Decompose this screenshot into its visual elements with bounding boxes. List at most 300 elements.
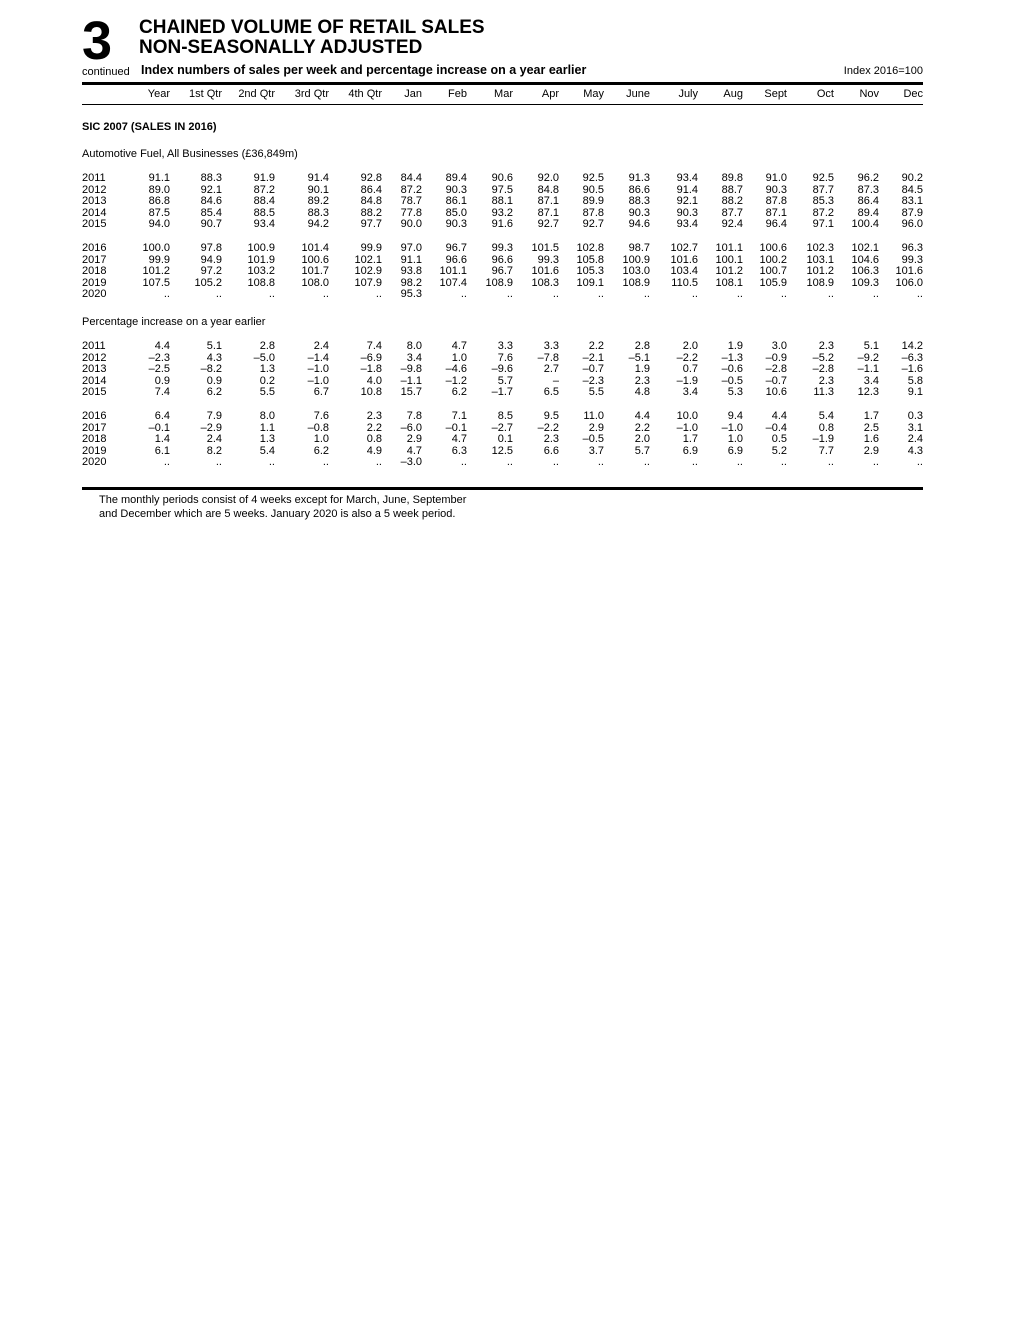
table-row xyxy=(82,289,923,301)
table-cell: 97.7 xyxy=(360,218,382,231)
table-cell: –0.8 xyxy=(307,421,329,434)
column-header: 1st Qtr xyxy=(188,88,222,100)
table-cell: 4.0 xyxy=(366,374,382,387)
table-cell: .. xyxy=(597,288,604,301)
table-cell: 84.8 xyxy=(360,195,382,208)
table-cell: 100.2 xyxy=(759,253,787,266)
table-cell: 107.5 xyxy=(142,276,170,289)
table-cell: 101.9 xyxy=(247,253,275,266)
table-cell: 101.4 xyxy=(301,242,329,254)
table-cell: 108.0 xyxy=(301,276,329,289)
table-cell: 86.4 xyxy=(360,183,382,196)
column-header: Sept xyxy=(764,88,787,100)
table-cell: –2.8 xyxy=(812,363,834,376)
row-year: 2014 xyxy=(82,374,107,387)
table-cell: .. xyxy=(268,456,275,469)
percentage-series-label: Percentage increase on a year earlier xyxy=(82,316,266,328)
table-cell: –1.9 xyxy=(812,433,834,446)
table-cell: 89.8 xyxy=(721,172,743,184)
table-cell: 87.8 xyxy=(582,206,604,219)
table-cell: 106.0 xyxy=(895,276,923,289)
table-cell: 4.7 xyxy=(451,433,467,446)
table-cell: 87.2 xyxy=(400,183,422,196)
bottom-rule xyxy=(82,487,923,490)
table-cell: –2.3 xyxy=(582,374,604,387)
table-cell: 2.8 xyxy=(259,340,275,352)
table-cell: 6.7 xyxy=(313,386,329,399)
table-cell: 5.8 xyxy=(907,374,923,387)
table-cell: 6.5 xyxy=(543,386,559,399)
table-cell: 7.4 xyxy=(366,340,382,352)
table-row xyxy=(82,278,923,290)
table-cell: 2.9 xyxy=(863,444,879,457)
table-cell: 2.2 xyxy=(634,421,650,434)
table-cell: 2.9 xyxy=(588,421,604,434)
table-cell: –1.6 xyxy=(901,363,923,376)
table-cell: 91.4 xyxy=(307,172,329,184)
table-cell: 0.8 xyxy=(366,433,382,446)
table-cell: .. xyxy=(163,288,170,301)
table-cell: 101.6 xyxy=(531,265,559,278)
table-cell: –6.0 xyxy=(400,421,422,434)
row-year: 2019 xyxy=(82,444,107,457)
table-cell: –5.0 xyxy=(253,351,275,364)
table-cell: 5.4 xyxy=(259,444,275,457)
row-year: 2013 xyxy=(82,195,107,208)
table-cell: 1.9 xyxy=(634,363,650,376)
table-cell: 5.3 xyxy=(727,386,743,399)
index-base-note: Index 2016=100 xyxy=(843,65,923,77)
table-cell: 90.3 xyxy=(445,183,467,196)
table-cell: 101.2 xyxy=(142,265,170,278)
table-cell: 108.8 xyxy=(247,276,275,289)
column-header: Jan xyxy=(404,88,422,100)
table-cell: 10.8 xyxy=(360,386,382,399)
table-cell: 102.1 xyxy=(354,253,382,266)
table-cell: 107.4 xyxy=(439,276,467,289)
table-cell: 5.7 xyxy=(634,444,650,457)
table-cell: 0.7 xyxy=(682,363,698,376)
table-cell: 92.7 xyxy=(582,218,604,231)
table-cell: 90.0 xyxy=(400,218,422,231)
table-row xyxy=(82,219,923,231)
column-header: Dec xyxy=(903,88,923,100)
table-cell: 11.3 xyxy=(813,386,834,399)
table-cell: 87.2 xyxy=(253,183,275,196)
column-header: Aug xyxy=(723,88,743,100)
column-header: July xyxy=(678,88,698,100)
table-cell: 1.1 xyxy=(259,421,275,434)
table-cell: –9.8 xyxy=(400,363,422,376)
table-cell: 88.5 xyxy=(253,206,275,219)
table-cell: 4.4 xyxy=(771,410,787,422)
table-cell: 101.7 xyxy=(301,265,329,278)
table-cell: 6.6 xyxy=(543,444,559,457)
table-cell: .. xyxy=(643,456,650,469)
table-cell: .. xyxy=(215,456,222,469)
table-cell: 87.7 xyxy=(812,183,834,196)
table-cell: 99.3 xyxy=(901,253,923,266)
table-cell: 84.6 xyxy=(200,195,222,208)
table-cell: 2.8 xyxy=(634,340,650,352)
table-cell: 104.6 xyxy=(851,253,879,266)
row-year: 2017 xyxy=(82,421,107,434)
table-cell: 11.0 xyxy=(583,410,604,422)
table-cell: 102.8 xyxy=(576,242,604,254)
table-cell: 93.2 xyxy=(491,206,513,219)
table-cell: 0.2 xyxy=(259,374,275,387)
table-cell: 1.9 xyxy=(727,340,743,352)
table-cell: 101.1 xyxy=(715,242,743,254)
table-cell: 88.3 xyxy=(628,195,650,208)
table-cell: 105.3 xyxy=(576,265,604,278)
table-cell: 6.4 xyxy=(154,410,170,422)
table-cell: –3.0 xyxy=(400,456,422,469)
table-cell: 96.4 xyxy=(765,218,787,231)
table-cell: 2.4 xyxy=(206,433,222,446)
table-cell: 105.9 xyxy=(759,276,787,289)
table-cell: 103.1 xyxy=(806,253,834,266)
section-heading: SIC 2007 (SALES IN 2016) xyxy=(82,121,217,133)
row-year: 2020 xyxy=(82,288,107,301)
table-cell: .. xyxy=(916,456,923,469)
table-cell: 99.3 xyxy=(491,242,513,254)
table-cell: –5.1 xyxy=(628,351,650,364)
footnote-line-2: and December which are 5 weeks. January 2020 is also a 5 week period. xyxy=(99,508,456,520)
table-cell: 106.3 xyxy=(851,265,879,278)
column-header-blank xyxy=(82,88,126,101)
table-cell: .. xyxy=(827,288,834,301)
table-cell: 101.6 xyxy=(670,253,698,266)
table-cell: 2.2 xyxy=(588,340,604,352)
table-cell: 90.6 xyxy=(491,172,513,184)
table-cell: .. xyxy=(552,456,559,469)
table-cell: 102.3 xyxy=(806,242,834,254)
table-cell: .. xyxy=(597,456,604,469)
table-cell: 4.4 xyxy=(154,340,170,352)
table-cell: 86.6 xyxy=(628,183,650,196)
table-cell: 2.3 xyxy=(818,374,834,387)
table-cell: 0.3 xyxy=(907,410,923,422)
table-title-line1: CHAINED VOLUME OF RETAIL SALES xyxy=(139,17,485,38)
table-cell: .. xyxy=(506,456,513,469)
table-cell: 4.9 xyxy=(366,444,382,457)
table-cell: 87.1 xyxy=(537,206,559,219)
table-cell: 1.7 xyxy=(682,433,698,446)
column-header: 4th Qtr xyxy=(348,88,382,100)
table-cell: –1.0 xyxy=(721,421,743,434)
table-cell: .. xyxy=(322,456,329,469)
table-row xyxy=(82,457,923,469)
table-cell: 92.7 xyxy=(537,218,559,231)
table-cell: 100.1 xyxy=(715,253,743,266)
table-cell: 5.5 xyxy=(588,386,604,399)
row-year: 2012 xyxy=(82,183,107,196)
table-cell: 105.8 xyxy=(576,253,604,266)
table-cell: 4.8 xyxy=(634,386,650,399)
table-cell: 87.5 xyxy=(148,206,170,219)
table-cell: 97.2 xyxy=(200,265,222,278)
index-table-2016-2020 xyxy=(82,243,923,301)
table-cell: 91.0 xyxy=(765,172,787,184)
table-cell: 109.1 xyxy=(576,276,604,289)
table-cell: 96.6 xyxy=(491,253,513,266)
table-cell: –1.3 xyxy=(721,351,743,364)
table-cell: –1.7 xyxy=(491,386,513,399)
table-cell: 0.1 xyxy=(497,433,513,446)
table-cell: .. xyxy=(163,456,170,469)
table-cell: 7.9 xyxy=(206,410,222,422)
table-cell: –7.8 xyxy=(537,351,559,364)
table-cell: 101.2 xyxy=(806,265,834,278)
continued-label: continued xyxy=(82,66,130,78)
table-cell: 7.8 xyxy=(406,410,422,422)
table-cell: 77.8 xyxy=(400,206,422,219)
table-cell: 101.1 xyxy=(439,265,467,278)
table-cell: –9.2 xyxy=(857,351,879,364)
row-year: 2018 xyxy=(82,433,107,446)
table-cell: 90.3 xyxy=(765,183,787,196)
table-cell: –1.0 xyxy=(676,421,698,434)
table-cell: 94.0 xyxy=(148,218,170,231)
table-cell: 101.2 xyxy=(715,265,743,278)
table-cell: 6.2 xyxy=(451,386,467,399)
table-cell: 5.1 xyxy=(206,340,222,352)
table-cell: .. xyxy=(872,456,879,469)
table-cell: 108.9 xyxy=(622,276,650,289)
table-cell: 5.5 xyxy=(259,386,275,399)
percentage-table-2011-2015 xyxy=(82,341,923,399)
table-cell: .. xyxy=(552,288,559,301)
table-row xyxy=(82,387,923,399)
table-cell: 87.9 xyxy=(901,206,923,219)
table-cell: 109.3 xyxy=(851,276,879,289)
table-cell: –2.8 xyxy=(765,363,787,376)
table-cell: 99.9 xyxy=(360,242,382,254)
row-year: 2019 xyxy=(82,276,107,289)
table-cell: 6.9 xyxy=(682,444,698,457)
table-cell: 88.2 xyxy=(360,206,382,219)
table-cell: –2.2 xyxy=(676,351,698,364)
table-cell: 2.5 xyxy=(863,421,879,434)
table-cell: 100.4 xyxy=(851,218,879,231)
table-cell: –0.9 xyxy=(765,351,787,364)
table-cell: 3.4 xyxy=(682,386,698,399)
table-cell: 3.4 xyxy=(863,374,879,387)
table-cell: –1.0 xyxy=(307,374,329,387)
row-year: 2014 xyxy=(82,206,107,219)
footnote xyxy=(99,493,466,521)
table-number: 3 xyxy=(82,11,112,71)
table-cell: .. xyxy=(736,456,743,469)
table-cell: .. xyxy=(691,456,698,469)
table-cell: 93.8 xyxy=(400,265,422,278)
table-cell: 99.9 xyxy=(148,253,170,266)
column-header: Nov xyxy=(859,88,879,100)
table-cell: 5.4 xyxy=(818,410,834,422)
table-cell: –2.7 xyxy=(491,421,513,434)
table-cell: 96.2 xyxy=(857,172,879,184)
table-cell: –6.3 xyxy=(901,351,923,364)
table-cell: 88.4 xyxy=(253,195,275,208)
table-cell: 102.1 xyxy=(851,242,879,254)
table-cell: –0.5 xyxy=(582,433,604,446)
table-cell: 8.0 xyxy=(406,340,422,352)
table-cell: 2.3 xyxy=(543,433,559,446)
table-cell: .. xyxy=(506,288,513,301)
table-cell: 0.9 xyxy=(154,374,170,387)
table-cell: 1.6 xyxy=(863,433,879,446)
table-cell: 84.5 xyxy=(901,183,923,196)
table-cell: 96.0 xyxy=(901,218,923,231)
top-rule xyxy=(82,82,923,85)
table-cell: 98.2 xyxy=(400,276,422,289)
table-cell: 1.0 xyxy=(313,433,329,446)
table-cell: 86.4 xyxy=(857,195,879,208)
table-cell: .. xyxy=(375,456,382,469)
table-cell: 0.8 xyxy=(818,421,834,434)
table-cell: 94.6 xyxy=(628,218,650,231)
table-cell: 2.3 xyxy=(818,340,834,352)
table-cell: 92.4 xyxy=(721,218,743,231)
table-cell: 2.0 xyxy=(682,340,698,352)
table-cell: 93.4 xyxy=(253,218,275,231)
index-table-2011-2015 xyxy=(82,173,923,231)
table-cell: 15.7 xyxy=(400,386,422,399)
table-row xyxy=(82,341,923,353)
table-cell: 88.7 xyxy=(721,183,743,196)
table-cell: 2.9 xyxy=(406,433,422,446)
footnote-line-1: The monthly periods consist of 4 weeks except for March, June, September xyxy=(99,494,467,506)
table-cell: 1.0 xyxy=(451,351,467,364)
table-cell: 2.3 xyxy=(634,374,650,387)
table-cell: –2.2 xyxy=(537,421,559,434)
table-cell: 91.6 xyxy=(491,218,513,231)
table-cell: 5.7 xyxy=(497,374,513,387)
table-cell: –2.9 xyxy=(200,421,222,434)
table-cell: – xyxy=(552,374,559,387)
table-cell: 6.1 xyxy=(154,444,170,457)
table-cell: 91.4 xyxy=(676,183,698,196)
table-cell: 3.0 xyxy=(771,340,787,352)
table-cell: 91.1 xyxy=(148,172,170,184)
table-cell: 6.9 xyxy=(727,444,743,457)
table-cell: 87.3 xyxy=(857,183,879,196)
table-cell: 6.2 xyxy=(206,386,222,399)
row-year: 2011 xyxy=(82,172,106,184)
table-cell: 96.6 xyxy=(445,253,467,266)
table-cell: 0.5 xyxy=(771,433,787,446)
table-cell: 89.9 xyxy=(582,195,604,208)
table-cell: 97.8 xyxy=(200,242,222,254)
table-cell: 98.7 xyxy=(628,242,650,254)
table-cell: 83.1 xyxy=(901,195,923,208)
table-row xyxy=(82,243,923,255)
row-year: 2013 xyxy=(82,363,107,376)
row-year: 2017 xyxy=(82,253,107,266)
table-cell: –1.8 xyxy=(360,363,382,376)
table-cell: –0.7 xyxy=(765,374,787,387)
table-cell: –0.7 xyxy=(582,363,604,376)
table-cell: .. xyxy=(215,288,222,301)
table-cell: 92.5 xyxy=(582,172,604,184)
table-cell: 88.2 xyxy=(721,195,743,208)
table-cell: 9.4 xyxy=(727,410,743,422)
table-cell: 7.6 xyxy=(313,410,329,422)
table-cell: 89.2 xyxy=(307,195,329,208)
table-cell: –0.5 xyxy=(721,374,743,387)
table-cell: 100.6 xyxy=(759,242,787,254)
table-subtitle: Index numbers of sales per week and percentage increase on a year earlier xyxy=(141,63,587,77)
column-header: Year xyxy=(147,88,170,100)
table-cell: 108.3 xyxy=(531,276,559,289)
table-cell: 84.4 xyxy=(400,172,422,184)
table-cell: 93.4 xyxy=(676,218,698,231)
table-cell: .. xyxy=(322,288,329,301)
table-cell: 94.2 xyxy=(307,218,329,231)
table-cell: –9.6 xyxy=(491,363,513,376)
table-cell: 7.1 xyxy=(451,410,467,422)
table-cell: 102.9 xyxy=(354,265,382,278)
column-header: Oct xyxy=(816,88,834,100)
table-cell: 85.4 xyxy=(200,206,222,219)
column-header: May xyxy=(583,88,604,100)
table-cell: 3.1 xyxy=(907,421,923,434)
table-cell: –1.2 xyxy=(445,374,467,387)
table-cell: 96.3 xyxy=(901,242,923,254)
table-cell: 2.0 xyxy=(634,433,650,446)
table-cell: 8.5 xyxy=(497,410,513,422)
table-cell: 4.7 xyxy=(451,340,467,352)
table-cell: 89.0 xyxy=(148,183,170,196)
table-row xyxy=(82,446,923,458)
table-cell: 86.8 xyxy=(148,195,170,208)
column-header: 2nd Qtr xyxy=(238,88,275,100)
percentage-table-2016-2020 xyxy=(82,411,923,469)
table-cell: 6.2 xyxy=(313,444,329,457)
table-cell: 2.4 xyxy=(907,433,923,446)
table-cell: 4.3 xyxy=(907,444,923,457)
row-year: 2016 xyxy=(82,242,107,254)
table-cell: .. xyxy=(460,456,467,469)
table-cell: 3.3 xyxy=(543,340,559,352)
table-cell: 3.4 xyxy=(406,351,422,364)
table-cell: 5.2 xyxy=(771,444,787,457)
table-cell: 85.3 xyxy=(812,195,834,208)
table-cell: 5.1 xyxy=(863,340,879,352)
table-cell: 14.2 xyxy=(901,340,923,352)
table-cell: –1.1 xyxy=(400,374,422,387)
table-cell: 99.3 xyxy=(537,253,559,266)
table-cell: 1.3 xyxy=(259,433,275,446)
table-cell: –2.3 xyxy=(148,351,170,364)
table-cell: –1.1 xyxy=(857,363,879,376)
table-cell: 103.2 xyxy=(247,265,275,278)
table-cell: 1.7 xyxy=(863,410,879,422)
table-cell: 102.7 xyxy=(670,242,698,254)
table-cell: –1.9 xyxy=(676,374,698,387)
table-cell: 91.9 xyxy=(253,172,275,184)
table-cell: 89.4 xyxy=(857,206,879,219)
statistical-table-page xyxy=(82,0,923,520)
table-cell: 7.7 xyxy=(818,444,834,457)
table-cell: .. xyxy=(780,456,787,469)
table-cell: 12.3 xyxy=(857,386,879,399)
table-cell: 103.4 xyxy=(670,265,698,278)
table-cell: 101.5 xyxy=(531,242,559,254)
table-cell: .. xyxy=(268,288,275,301)
table-cell: 2.4 xyxy=(313,340,329,352)
